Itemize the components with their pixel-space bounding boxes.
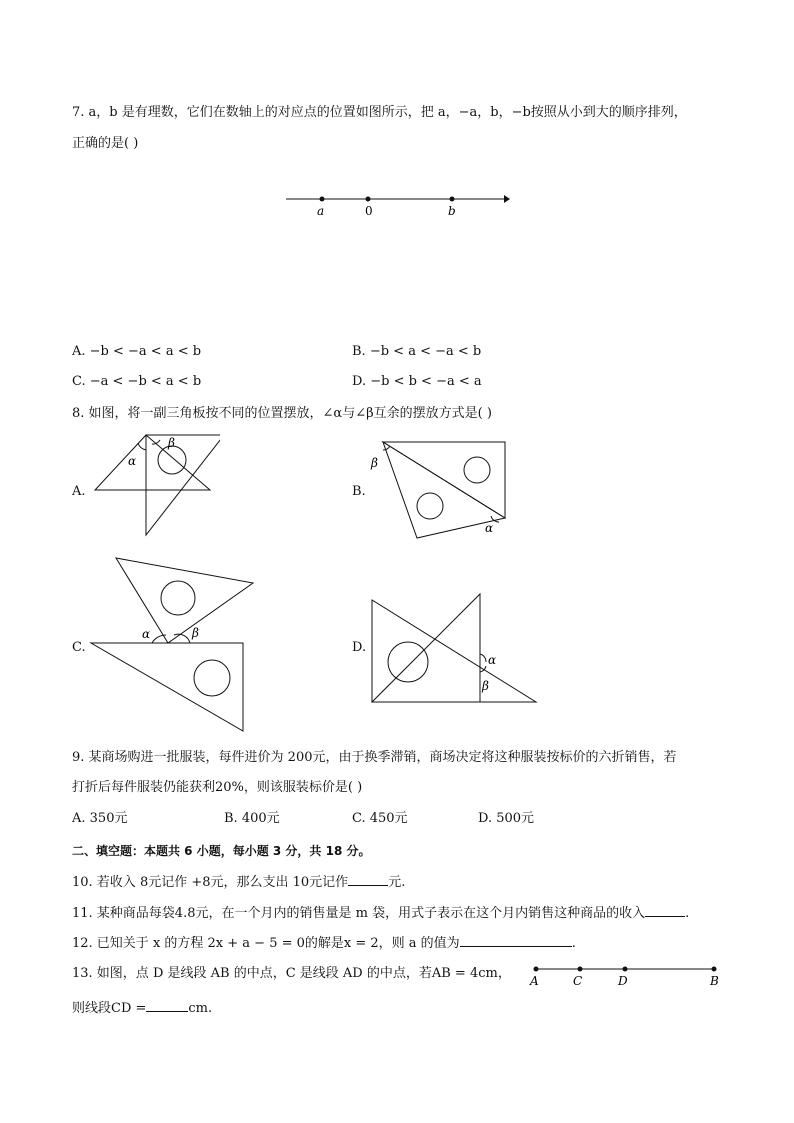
q9-stem-line2: 打折后每件服装仍能获利20%，则该服装标价是( ) [72, 780, 363, 795]
q8-stem: 8. 如图，将一副三角板按不同的位置摆放，∠α与∠β互余的摆放方式是( ) [72, 406, 492, 421]
q13-line2 [72, 999, 212, 1018]
point-d: D [618, 974, 628, 988]
q10-line [72, 873, 405, 892]
q9-option-b[interactable]: B. 400元 [224, 811, 280, 826]
axis-label-a: a [317, 204, 325, 218]
axis-label-b: b [448, 204, 456, 218]
q12-line [72, 934, 576, 953]
q12-answer-blank[interactable] [460, 934, 572, 947]
q7-number-line [280, 185, 520, 225]
q9-option-a[interactable]: A. 350元 [72, 811, 128, 826]
axis-label-0: 0 [365, 204, 373, 218]
point-b: B [710, 974, 719, 988]
q8-figure-c [88, 555, 258, 735]
q12-text: 12. 已知关于 x 的方程 2x + a − 5 = 0的解是x = 2，则 a 的值为 [72, 936, 460, 951]
angle-beta-d: β [482, 679, 489, 693]
q7-stem-line1: 7. a，b 是有理数，它们在数轴上的对应点的位置如图所示，把 a，−a，b，−b按照从小到大的顺序排列， [72, 105, 687, 120]
point-c: C [573, 974, 583, 988]
q13-stem-line1: 13. 如图，点 D 是线段 AB 的中点，C 是线段 AD 的中点，若AB = 4cm， [72, 966, 511, 981]
q7-option-c[interactable]: C. −a < −b < a < b [72, 374, 202, 389]
angle-alpha-a: α [128, 454, 137, 468]
q11-text: 11. 某种商品每袋4.8元，在一个月内的销售量是 m 袋，用式子表示在这个月内销售这种商品的收入 [72, 906, 646, 921]
q13-segment-figure [526, 960, 726, 992]
q7-option-d[interactable]: D. −b < b < −a < a [352, 374, 482, 389]
angle-beta-c: β [192, 626, 199, 640]
q7-option-a[interactable]: A. −b < −a < a < b [72, 344, 202, 359]
q9-stem-line1: 9. 某商场购进一批服装，每件进价为 200元，由于换季滞销，商场决定将这种服装按标价的六折销售，若 [72, 750, 677, 765]
q8-option-b-label[interactable]: B. [352, 484, 366, 499]
q12-suffix: . [571, 936, 576, 951]
q9-option-d[interactable]: D. 500元 [478, 811, 535, 826]
q10-suffix: 元. [388, 875, 406, 890]
angle-alpha-b: α [485, 521, 494, 535]
q8-figure-a [90, 430, 220, 540]
q10-text: 10. 若收入 8元记作 +8元，那么支出 10元记作 [72, 875, 349, 890]
q13-prefix: 则线段CD = [72, 1001, 147, 1016]
angle-beta-b: β [371, 456, 378, 470]
q9-option-c[interactable]: C. 450元 [352, 811, 408, 826]
q8-figure-b [365, 438, 515, 543]
q7-stem-line2: 正确的是( ) [72, 136, 139, 151]
angle-beta-a: β [168, 436, 175, 450]
q7-option-b[interactable]: B. −b < a < −a < b [352, 344, 482, 359]
q8-option-d-label[interactable]: D. [352, 640, 367, 655]
point-a: A [530, 974, 539, 988]
q10-answer-blank[interactable] [348, 873, 388, 886]
q11-answer-blank[interactable] [645, 904, 685, 917]
q11-line [72, 904, 689, 923]
angle-alpha-c: α [142, 627, 151, 641]
q8-option-c-label[interactable]: C. [72, 640, 86, 655]
section-2-title: 二、填空题：本题共 6 小题，每小题 3 分，共 18 分。 [72, 844, 371, 858]
q13-answer-blank[interactable] [146, 999, 188, 1012]
q8-option-a-label[interactable]: A. [72, 484, 86, 499]
q13-suffix: cm. [188, 1001, 213, 1016]
q8-figure-d [368, 590, 543, 706]
angle-alpha-d: α [488, 653, 497, 667]
q11-suffix: . [685, 906, 690, 921]
